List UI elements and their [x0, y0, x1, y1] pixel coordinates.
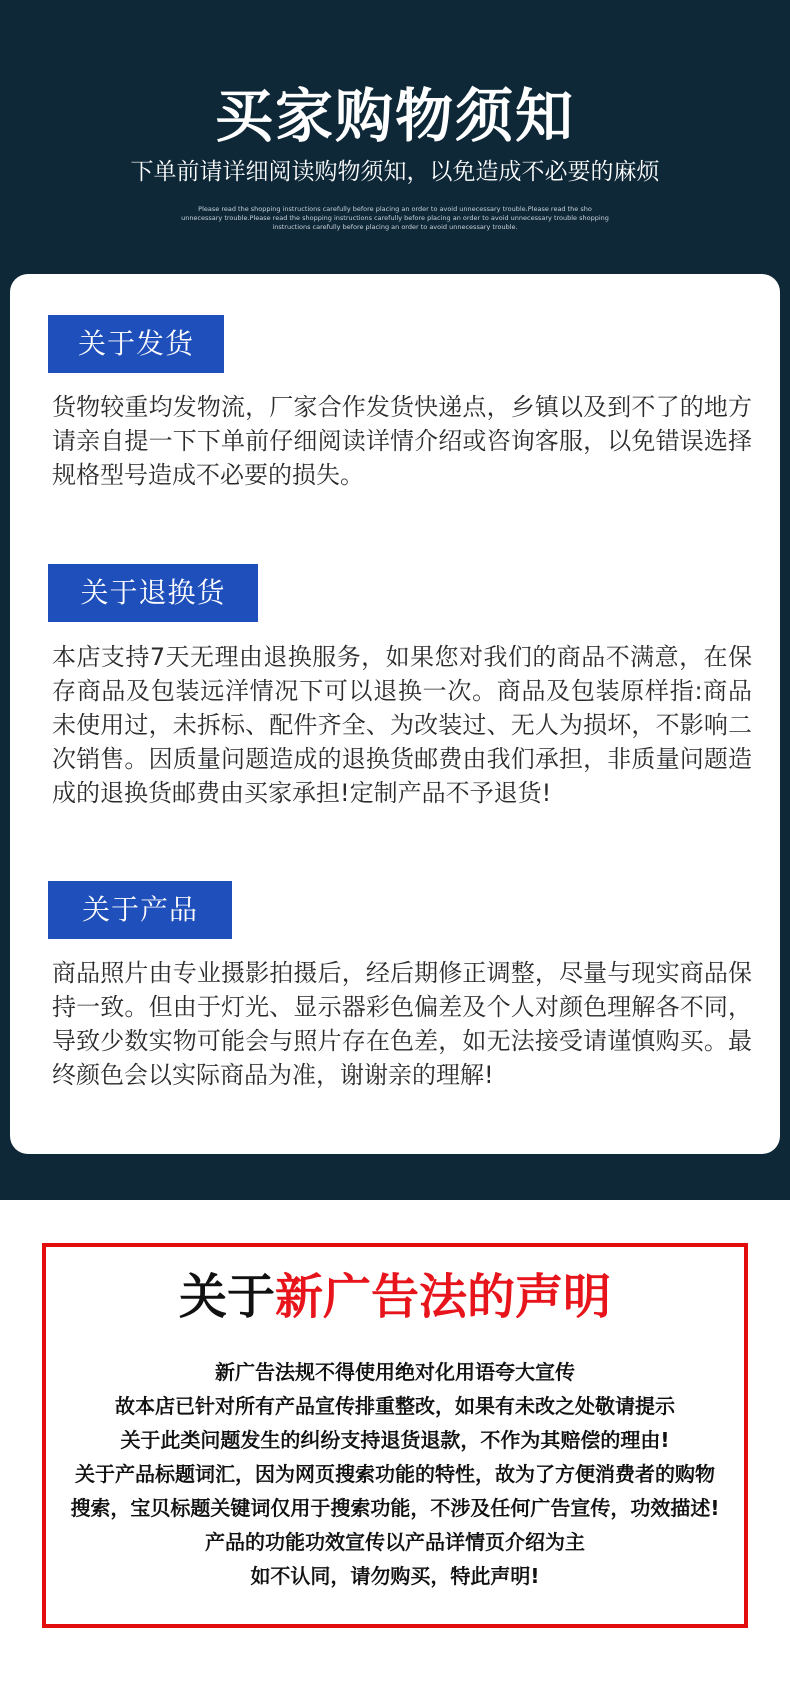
- section-text-product: 商品照片由专业摄影拍摄后，经后期修正调整，尽量与现实商品保持一致。但由于灯光、显示器彩色偏差及个人对颜色理解各不同，导致少数实物可能会与照片存在色差，如无法接受请谨慎购买。最终颜色会以实际商品为准，谢谢亲的理解!: [52, 959, 752, 1089]
- declaration-line: 新广告法规不得使用绝对化用语夸大宣传: [215, 1360, 575, 1384]
- declaration-line: 关于此类问题发生的纠纷支持退货退款，不作为其赔偿的理由!: [120, 1428, 670, 1452]
- declaration-line: 如不认同，请勿购买，特此声明!: [250, 1564, 540, 1588]
- declaration-title-prefix: 关于: [178, 1269, 275, 1325]
- declaration-line: 产品的功能功效宣传以产品详情页介绍为主: [205, 1530, 585, 1554]
- english-note: Please read the shopping instructions carefully before placing an order to avoid unnecessary trouble.Please read the sho unnecessary trouble.Please read the shopping instructions carefully before placing an order to avoid unnecessary trouble shopping instructions carefully before placing an order to avoid unnecessary trouble.: [181, 205, 609, 231]
- declaration-line: 故本店已针对所有产品宣传排重整改，如果有未改之处敬请提示: [115, 1394, 675, 1418]
- shopping-notice-card: [10, 274, 780, 1154]
- page-title: 买家购物须知: [214, 82, 575, 150]
- ad-law-declaration-box: [42, 1243, 748, 1628]
- declaration-title: [46, 1265, 744, 1329]
- section-tag-product: 关于产品: [48, 881, 232, 939]
- section-tag-shipping: 关于发货: [48, 315, 224, 373]
- section-text-shipping: 货物较重均发物流，厂家合作发货快递点，乡镇以及到不了的地方请亲自提一下下单前仔细阅读详情介绍或咨询客服，以免错误选择规格型号造成不必要的损失。: [52, 393, 752, 489]
- declaration-title-highlight: 新广告法的声明: [275, 1269, 612, 1325]
- declaration-line: 搜索，宝贝标题关键词仅用于搜索功能，不涉及任何广告宣传，功效描述!: [70, 1496, 720, 1520]
- section-tag-returns: 关于退换货: [48, 564, 258, 622]
- page-subtitle: 下单前请详细阅读购物须知，以免造成不必要的麻烦: [130, 159, 660, 185]
- section-text-returns: 本店支持7天无理由退换服务，如果您对我们的商品不满意，在保存商品及包装远洋情况下可以退换一次。商品及包装原样指:商品未使用过，未拆标、配件齐全、为改装过、无人为损坏，不影响二次销售。因质量问题造成的退换货邮费由我们承担，非质量问题造成的退换货邮费由买家承担!定制产品不予退货!: [52, 643, 752, 807]
- declaration-body: [46, 1355, 744, 1593]
- declaration-line: 关于产品标题词汇，因为网页搜索功能的特性，故为了方便消费者的购物: [75, 1462, 715, 1486]
